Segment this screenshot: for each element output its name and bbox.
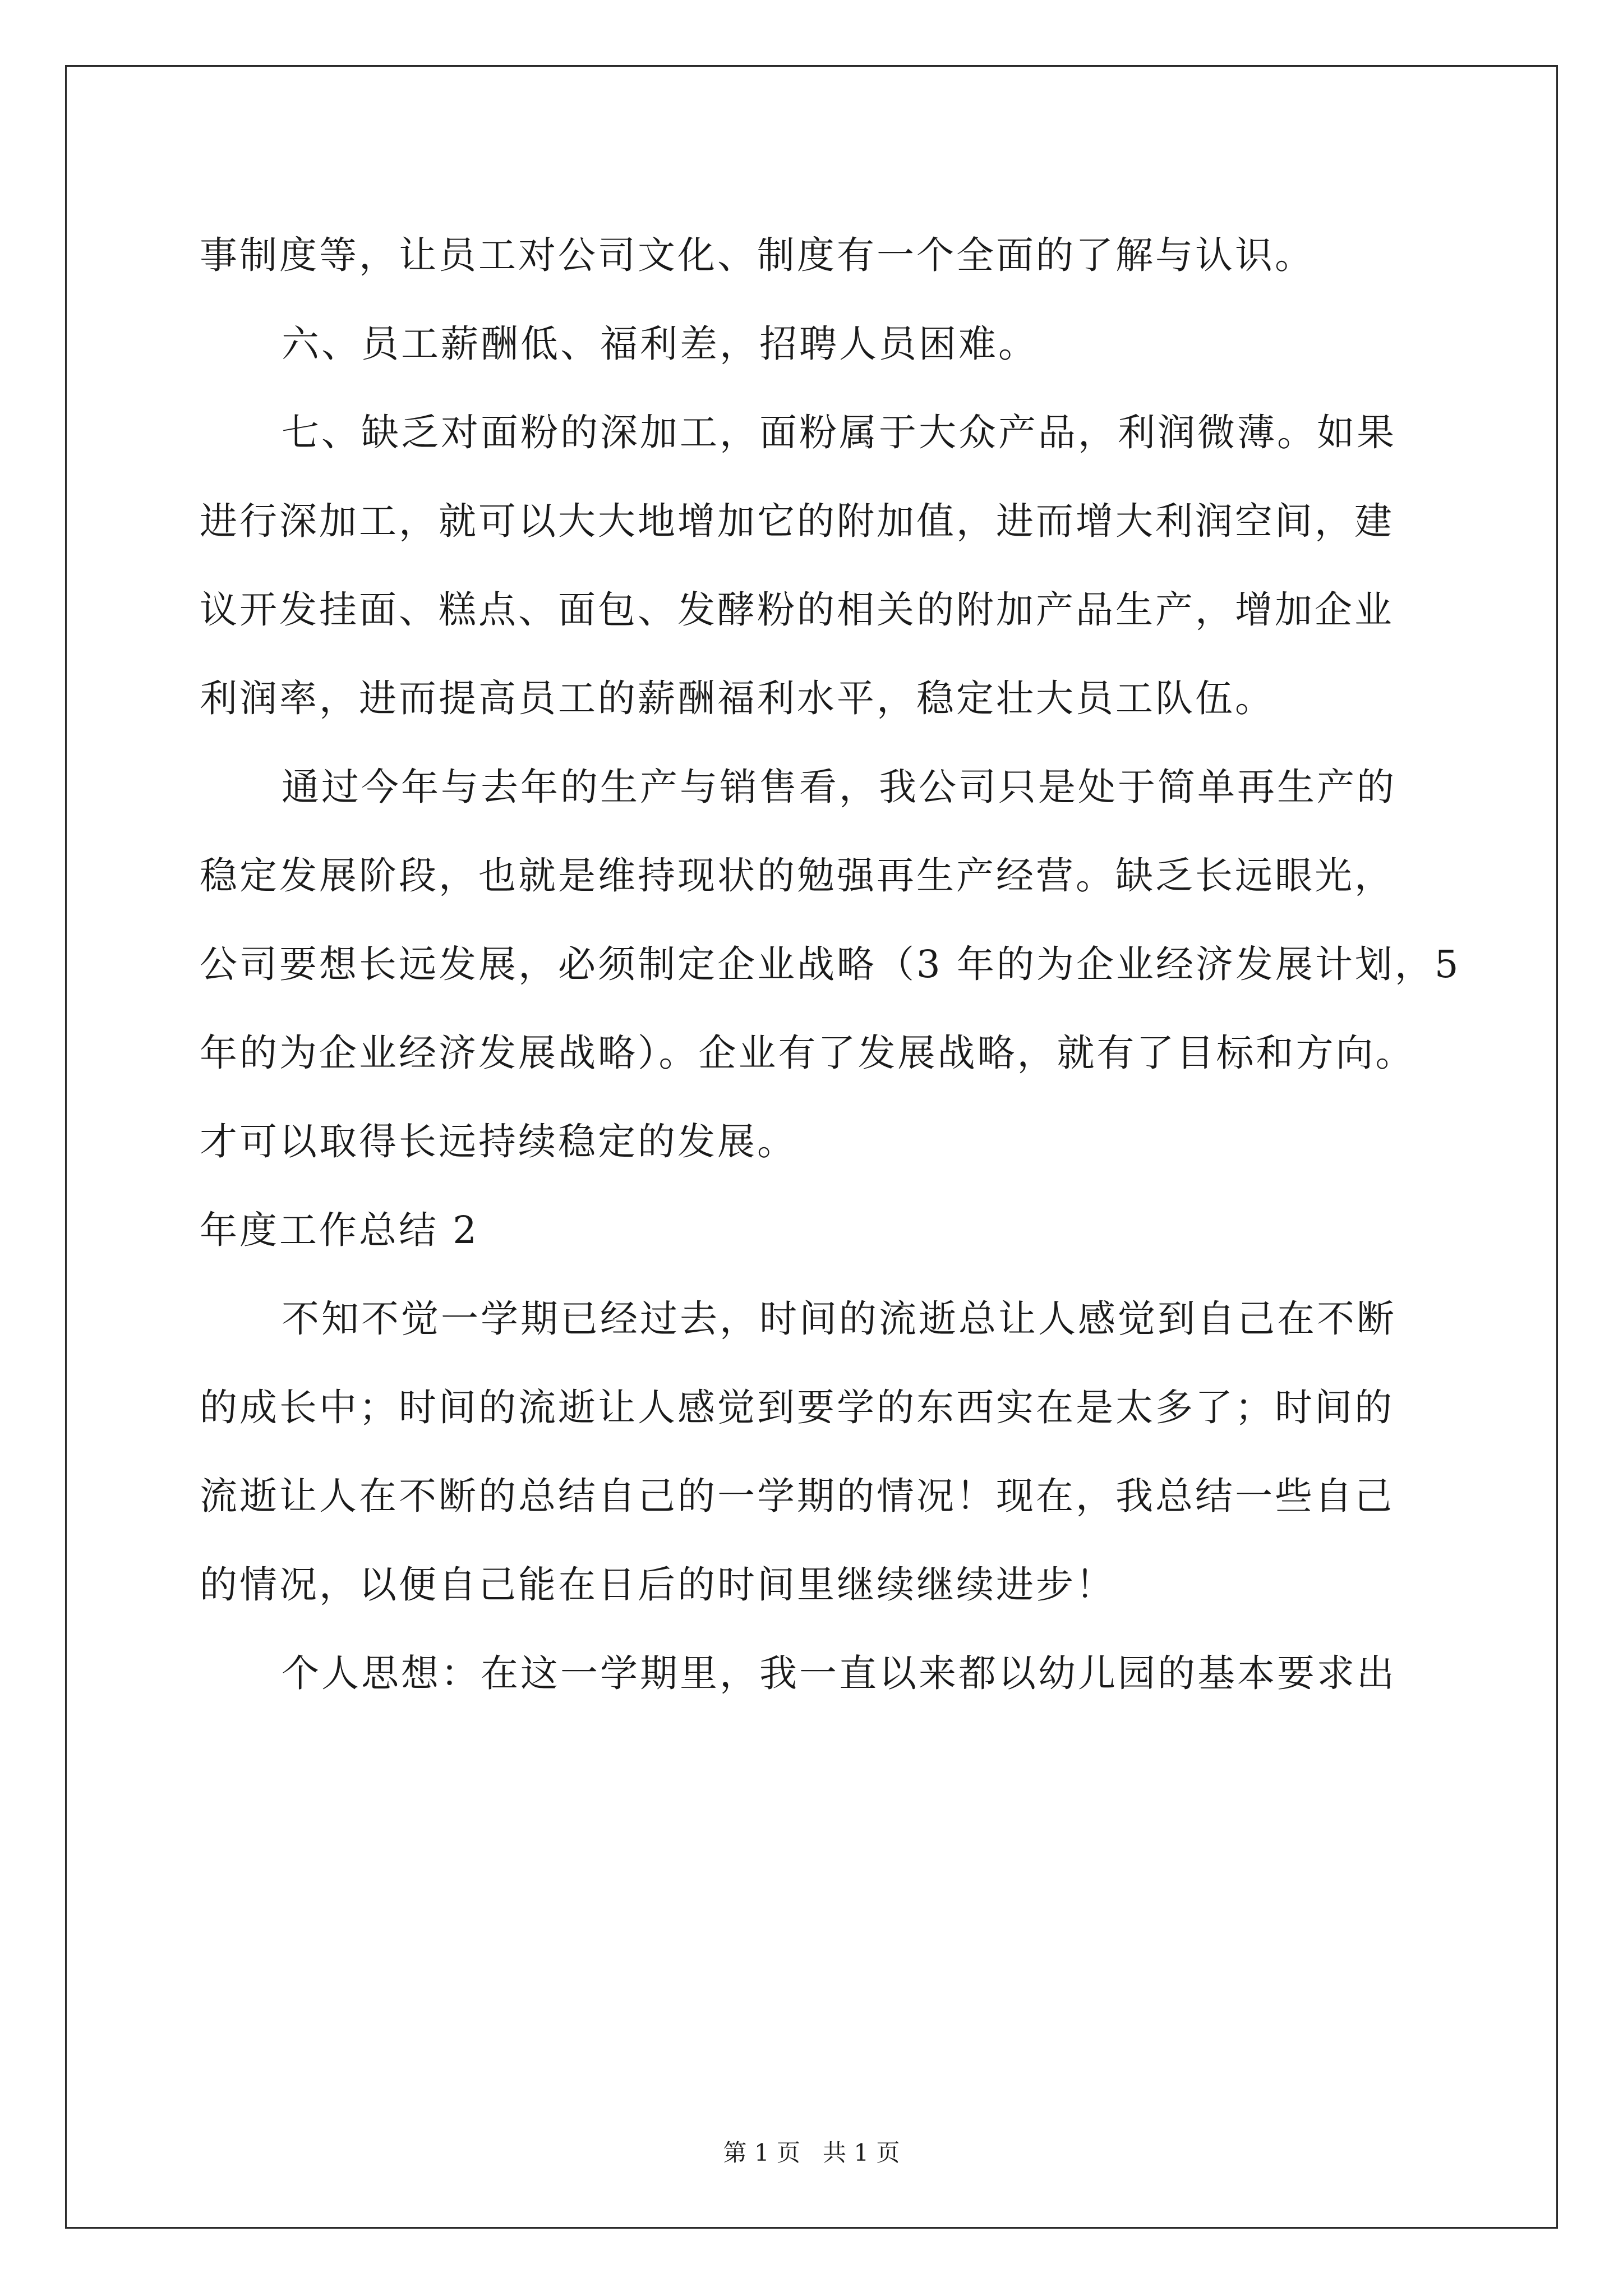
text-line: 稳定发展阶段，也就是维持现状的勉强再生产经营。缺乏长远眼光，	[200, 854, 1394, 898]
text-line: 不知不觉一学期已经过去，时间的流逝总让人感觉到自己在不断	[282, 1297, 1396, 1341]
text-line: 通过今年与去年的生产与销售看，我公司只是处于简单再生产的	[282, 765, 1396, 809]
page-number: 第 1 页 共 1 页	[723, 2139, 900, 2166]
text-line: 流逝让人在不断的总结自己的一学期的情况！现在，我总结一些自己	[200, 1474, 1394, 1518]
text-line: 公司要想长远发展，必须制定企业战略（3 年的为企业经济发展计划，5	[200, 942, 1461, 986]
text-line: 年的为企业经济发展战略）。企业有了发展战略，就有了目标和方向。	[200, 1031, 1415, 1075]
text-line: 个人思想：在这一学期里，我一直以来都以幼儿园的基本要求出	[282, 1651, 1396, 1695]
text-line: 七、缺乏对面粉的深加工，面粉属于大众产品，利润微薄。如果	[282, 411, 1396, 454]
text-line: 六、员工薪酬低、福利差，招聘人员困难。	[282, 322, 1038, 366]
text-line: 才可以取得长远持续稳定的发展。	[200, 1120, 797, 1163]
text-line: 的成长中；时间的流逝让人感觉到要学的东西实在是太多了；时间的	[200, 1386, 1394, 1429]
text-line: 进行深加工，就可以大大地增加它的附加值，进而增大利润空间，建	[200, 499, 1394, 543]
section-heading: 年度工作总结 2	[200, 1208, 479, 1252]
text-line: 事制度等，让员工对公司文化、制度有一个全面的了解与认识。	[200, 233, 1315, 277]
text-line: 利润率，进而提高员工的薪酬福利水平，稳定壮大员工队伍。	[200, 677, 1275, 720]
text-line: 议开发挂面、糕点、面包、发酵粉的相关的附加产品生产，增加企业	[200, 588, 1394, 632]
text-line: 的情况，以便自己能在日后的时间里继续继续进步！	[200, 1563, 1115, 1607]
document-body	[200, 211, 1490, 1718]
